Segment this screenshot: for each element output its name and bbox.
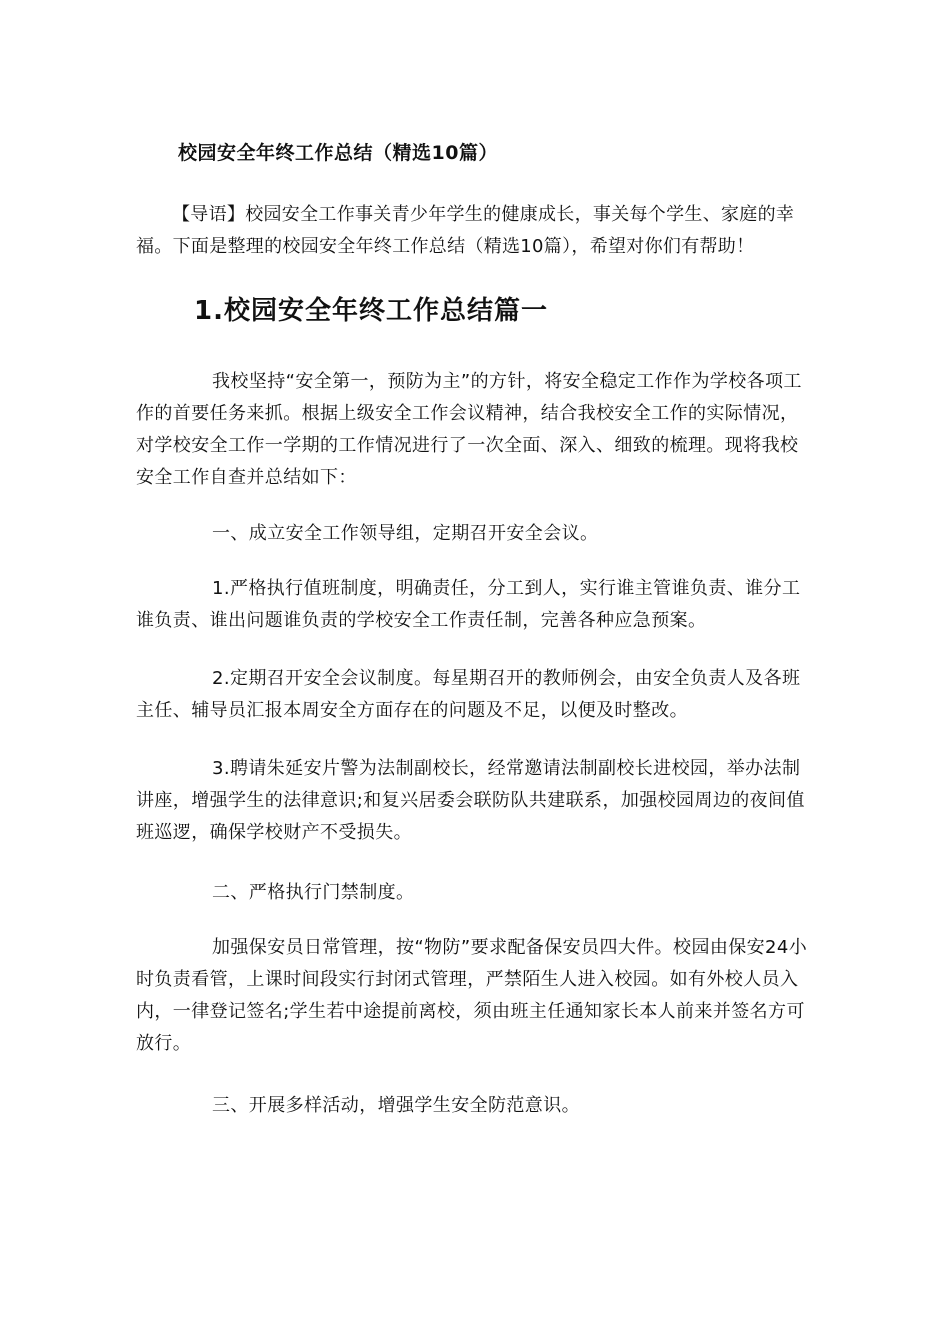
paragraph-security-guard: 加强保安员日常管理，按“物防”要求配备保安员四大件。校园由保安24小时负责看管，上课时间段实行封闭式管理，严禁陌生人进入校园。如有外校人员入内，一律登记签名;学生若中途提前离校，须由班主任通知家长本人前来并签名方可放行。: [136, 937, 808, 1054]
paragraph-overview: 我校坚持“安全第一，预防为主”的方针，将安全稳定工作作为学校各项工作的首要任务来抓。根据上级安全工作会议精神，结合我校安全工作的实际情况，对学校安全工作一学期的工作情况进行了一次全面、深入、细致的梳理。现将我校安全工作自查并总结如下：: [136, 371, 802, 488]
section-heading: 1.校园安全年终工作总结篇一: [194, 296, 548, 326]
paragraph-item-3: 3.聘请朱延安片警为法制副校长，经常邀请法制副校长进校园，举办法制讲座，增强学生的法律意识;和复兴居委会联防队共建联系，加强校园周边的夜间值班巡逻，确保学校财产不受损失。: [136, 758, 805, 843]
intro-paragraph: 【导语】校园安全工作事关青少年学生的健康成长，事关每个学生、家庭的幸福。下面是整理的校园安全年终工作总结（精选10篇），希望对你们有帮助！: [136, 204, 795, 257]
paragraph-heading-two: 二、严格执行门禁制度。: [212, 882, 415, 903]
document-title: 校园安全年终工作总结（精选10篇）: [178, 142, 498, 164]
paragraph-item-1: 1.严格执行值班制度，明确责任，分工到人，实行谁主管谁负责、谁分工谁负责、谁出问题谁负责的学校安全工作责任制，完善各种应急预案。: [136, 578, 801, 631]
paragraph-heading-one: 一、成立安全工作领导组，定期召开安全会议。: [212, 523, 599, 544]
paragraph-item-2: 2.定期召开安全会议制度。每星期召开的教师例会，由安全负责人及各班主任、辅导员汇报本周安全方面存在的问题及不足，以便及时整改。: [136, 668, 801, 721]
paragraph-heading-three: 三、开展多样活动，增强学生安全防范意识。: [212, 1095, 580, 1116]
